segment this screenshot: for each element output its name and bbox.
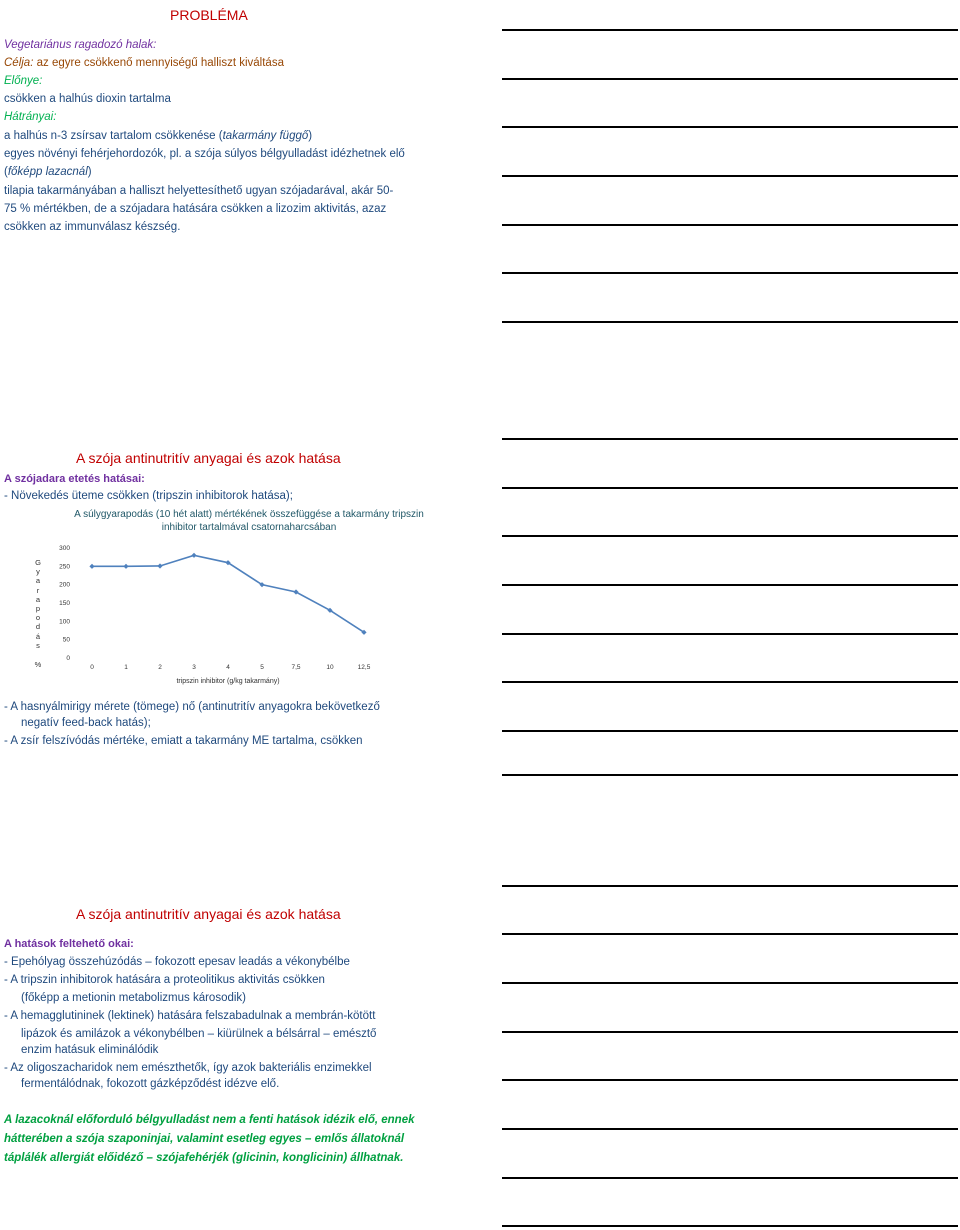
dis-text: ) (308, 130, 313, 142)
conclusion-line-1: A lazacoknál előforduló bélgyulladást nem a fenti hatások idézik elő, ennek (4, 1114, 415, 1126)
note-line (502, 126, 958, 128)
disadvantage-line-5: 75 % mértékben, de a szójadara hatására csökken a lizozim aktivitás, azaz (4, 203, 387, 215)
line-chart (50, 540, 390, 690)
x-tick-label: 3 (192, 664, 196, 671)
y-label-letter: p (35, 604, 41, 614)
section2-bullet-3: - A zsír felszívódás mértéke, emiatt a takarmány ME tartalma, csökken (4, 735, 363, 747)
note-line (502, 885, 958, 887)
chart-y-label (32, 558, 44, 650)
data-point (191, 553, 196, 558)
y-label-letter: d (35, 622, 41, 632)
data-point (123, 564, 128, 569)
section3-bullet-2: - A tripszin inhibitorok hatására a proteolitikus aktivitás csökken (4, 974, 325, 986)
dis-italic: takarmány függő (222, 130, 309, 142)
note-line (502, 933, 958, 935)
x-tick-label: 2 (158, 664, 162, 671)
y-label-letter: o (35, 613, 41, 623)
disadvantage-line-4: tilapia takarmányában a halliszt helyettesíthető ugyan szójadarával, akár 50- (4, 185, 394, 197)
note-line (502, 584, 958, 586)
chart-y-unit: % (34, 660, 42, 669)
x-tick-label: 7,5 (291, 664, 301, 671)
x-tick-label: 10 (326, 664, 334, 671)
disadvantage-line-3 (4, 163, 92, 181)
goal-line (4, 54, 284, 72)
note-line (502, 774, 958, 776)
note-line (502, 78, 958, 80)
series-line (92, 555, 364, 632)
section2-bullet-1: - Növekedés üteme csökken (tripszin inhibitorok hatása); (4, 490, 293, 502)
note-line (502, 633, 958, 635)
dis-italic: főképp lazacnál (7, 166, 88, 178)
section2-bullet-2-line-1: - A hasnyálmirigy mérete (tömege) nő (antinutritív anyagokra bekövetkező (4, 701, 380, 713)
notes-lines (502, 0, 958, 1230)
section3-bullet-3-cont-1: lipázok és amilázok a vékonybélben – kiürülnek a bélsárral – emésztő (21, 1028, 377, 1040)
note-line (502, 321, 958, 323)
section3-bullet-1: - Epehólyag összehúzódás – fokozott epesav leadás a vékonybélbe (4, 956, 350, 968)
y-label-letter: G (35, 558, 41, 567)
note-line (502, 1128, 958, 1130)
data-point (157, 563, 162, 568)
data-point (89, 564, 94, 569)
note-line (502, 272, 958, 274)
note-line (502, 1177, 958, 1179)
note-line (502, 1225, 958, 1227)
disadvantages-label: Hátrányai: (4, 111, 57, 123)
note-line (502, 1031, 958, 1033)
conclusion-line-3: táplálék allergiát előidéző – szójafehérjék (glicinin, konglicinin) állhatnak. (4, 1152, 404, 1164)
y-tick-label: 0 (66, 655, 70, 662)
x-tick-label: 0 (90, 664, 94, 671)
goal-label: Célja: (4, 57, 34, 69)
section2-title: A szója antinutritív anyagai és azok hatása (76, 450, 341, 466)
problem-heading: Vegetariánus ragadozó halak: (4, 39, 157, 51)
note-line (502, 224, 958, 226)
y-tick-label: 150 (59, 600, 70, 607)
section3-bullet-4-cont: fermentálódnak, fokozott gázképződést idézve elő. (21, 1078, 280, 1090)
y-tick-label: 250 (59, 563, 70, 571)
x-tick-label: 5 (260, 664, 264, 671)
problem-title: PROBLÉMA (170, 7, 248, 23)
section3-subheading: A hatások feltehető okai: (4, 938, 134, 950)
y-label-letter: a (35, 594, 41, 604)
chart-title (4, 508, 494, 534)
y-tick-label: 300 (59, 545, 70, 552)
note-line (502, 535, 958, 537)
conclusion-line-2: hátterében a szója szaponinjai, valamint esetleg egyes – emlős állatoknál (4, 1133, 405, 1145)
note-line (502, 681, 958, 683)
note-line (502, 438, 958, 440)
y-tick-label: 100 (59, 618, 70, 626)
x-axis-label: tripszin inhibitor (g/kg takarmány) (176, 678, 280, 685)
y-label-letter: a (35, 576, 41, 586)
x-tick-label: 4 (226, 664, 230, 671)
section3-title: A szója antinutritív anyagai és azok hatása (76, 906, 341, 922)
note-line (502, 29, 958, 31)
disadvantage-line-6: csökken az immunválasz készség. (4, 221, 181, 233)
x-tick-label: 12,5 (357, 664, 371, 671)
dis-text: ( (4, 166, 8, 178)
chart-title-line-1: A súlygyarapodás (10 hét alatt) mértékének összefüggése a takarmány tripszin (74, 509, 424, 520)
goal-text: az egyre csökkenő mennyiségű halliszt kiváltása (33, 57, 284, 69)
note-line (502, 1079, 958, 1081)
disadvantage-line-1 (4, 127, 312, 145)
note-line (502, 982, 958, 984)
y-label-letter: y (36, 567, 40, 577)
y-tick-label: 200 (59, 581, 70, 589)
section2-subheading: A szójadara etetés hatásai: (4, 473, 145, 485)
section3-bullet-4: - Az oligoszacharidok nem emészthetők, így azok bakteriális enzimekkel (4, 1062, 372, 1074)
disadvantage-line-2: egyes növényi fehérjehordozók, pl. a szója súlyos bélgyulladást idézhetnek elő (4, 148, 405, 160)
chart-title-line-2: inhibitor tartalmával csatornaharcsában (161, 522, 337, 533)
x-tick-label: 1 (124, 664, 128, 671)
section3-bullet-2-cont: (főképp a metionin metabolizmus károsodik) (21, 992, 246, 1004)
y-tick-label: 50 (62, 636, 70, 644)
note-line (502, 487, 958, 489)
advantage-line: csökken a halhús dioxin tartalma (4, 93, 171, 105)
note-line (502, 730, 958, 732)
section3-bullet-3-cont-2: enzim hatásuk eliminálódik (21, 1044, 159, 1056)
y-label-letter: á (35, 631, 41, 641)
dis-text: ) (87, 166, 92, 178)
dis-text: a halhús n-3 zsírsav tartalom csökkenése ( (4, 130, 223, 142)
section2-bullet-2-line-2: negatív feed-back hatás); (21, 717, 151, 729)
section3-bullet-3: - A hemagglutininek (lektinek) hatására felszabadulnak a membrán-kötött (4, 1010, 376, 1022)
advantages-label: Előnye: (4, 75, 43, 87)
y-label-letter: s (36, 640, 40, 650)
y-label-letter: r (36, 585, 40, 595)
note-line (502, 175, 958, 177)
